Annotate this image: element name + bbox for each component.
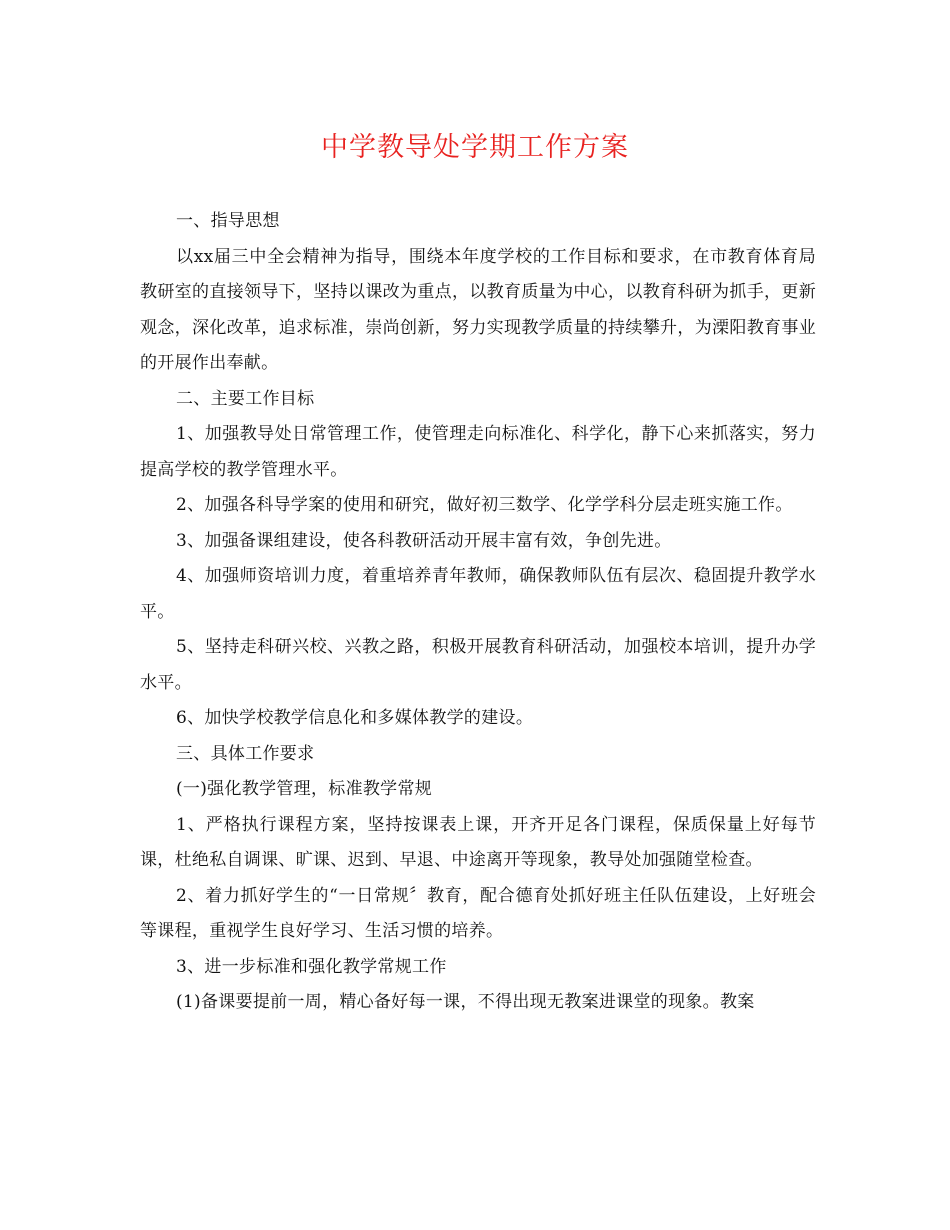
requirement-subitem-1: (1)备课要提前一周，精心备好每一课，不得出现无教案进课堂的现象。教案	[176, 992, 755, 1012]
goal-item-2: 2、加强各科导学案的使用和研究，做好初三数学、化学学科分层走班实施工作。	[176, 495, 793, 515]
section-heading-main-goals: 二、主要工作目标	[176, 388, 315, 409]
requirement-item-2: 2、着力抓好学生的“一日常规〞教育，配合德育处抓好班主任队伍建设，上好班会等课程，重视学生良好学习、生活习惯的培养。	[140, 885, 816, 941]
section-heading-requirements: 三、具体工作要求	[176, 743, 315, 764]
document-body	[140, 204, 816, 1021]
subsection-heading-teaching-management: (一)强化教学管理，标准教学常规	[176, 779, 433, 799]
section-heading-guiding-thought: 一、指导思想	[176, 211, 280, 231]
goal-item-5: 5、坚持走科研兴校、兴教之路，积极开展教育科研活动，加强校本培训，提升办学水平。	[140, 637, 816, 693]
goal-item-4: 4、加强师资培训力度，着重培养青年教师，确保教师队伍有层次、稳固提升教学水平。	[140, 566, 816, 622]
requirement-item-1: 1、严格执行课程方案，坚持按课表上课，开齐开足各门课程，保质保量上好每节课，杜绝私自调课、旷课、迟到、早退、中途离开等现象，教导处加强随堂检查。	[140, 814, 816, 870]
goal-item-3: 3、加强备课组建设，使各科教研活动开展丰富有效，争创先进。	[176, 530, 672, 551]
requirement-item-3: 3、进一步标准和强化教学常规工作	[176, 956, 447, 977]
document-title: 中学教导处学期工作方案	[321, 132, 629, 163]
paragraph-guiding-thought: 以xx届三中全会精神为指导，围绕本年度学校的工作目标和要求，在市教育体育局教研室的直接领导下，坚持以课改为重点，以教育质量为中心，以教育科研为抓手，更新观念，深化改革，追求标准，崇尚创新，努力实现教学质量的持续攀升，为溧阳教育事业的开展作出奉献。	[140, 246, 816, 373]
goal-item-1: 1、加强教导处日常管理工作，使管理走向标准化、科学化，静下心来抓落实，努力提高学校的教学管理水平。	[140, 424, 816, 480]
goal-item-6: 6、加快学校教学信息化和多媒体教学的建设。	[176, 708, 534, 728]
